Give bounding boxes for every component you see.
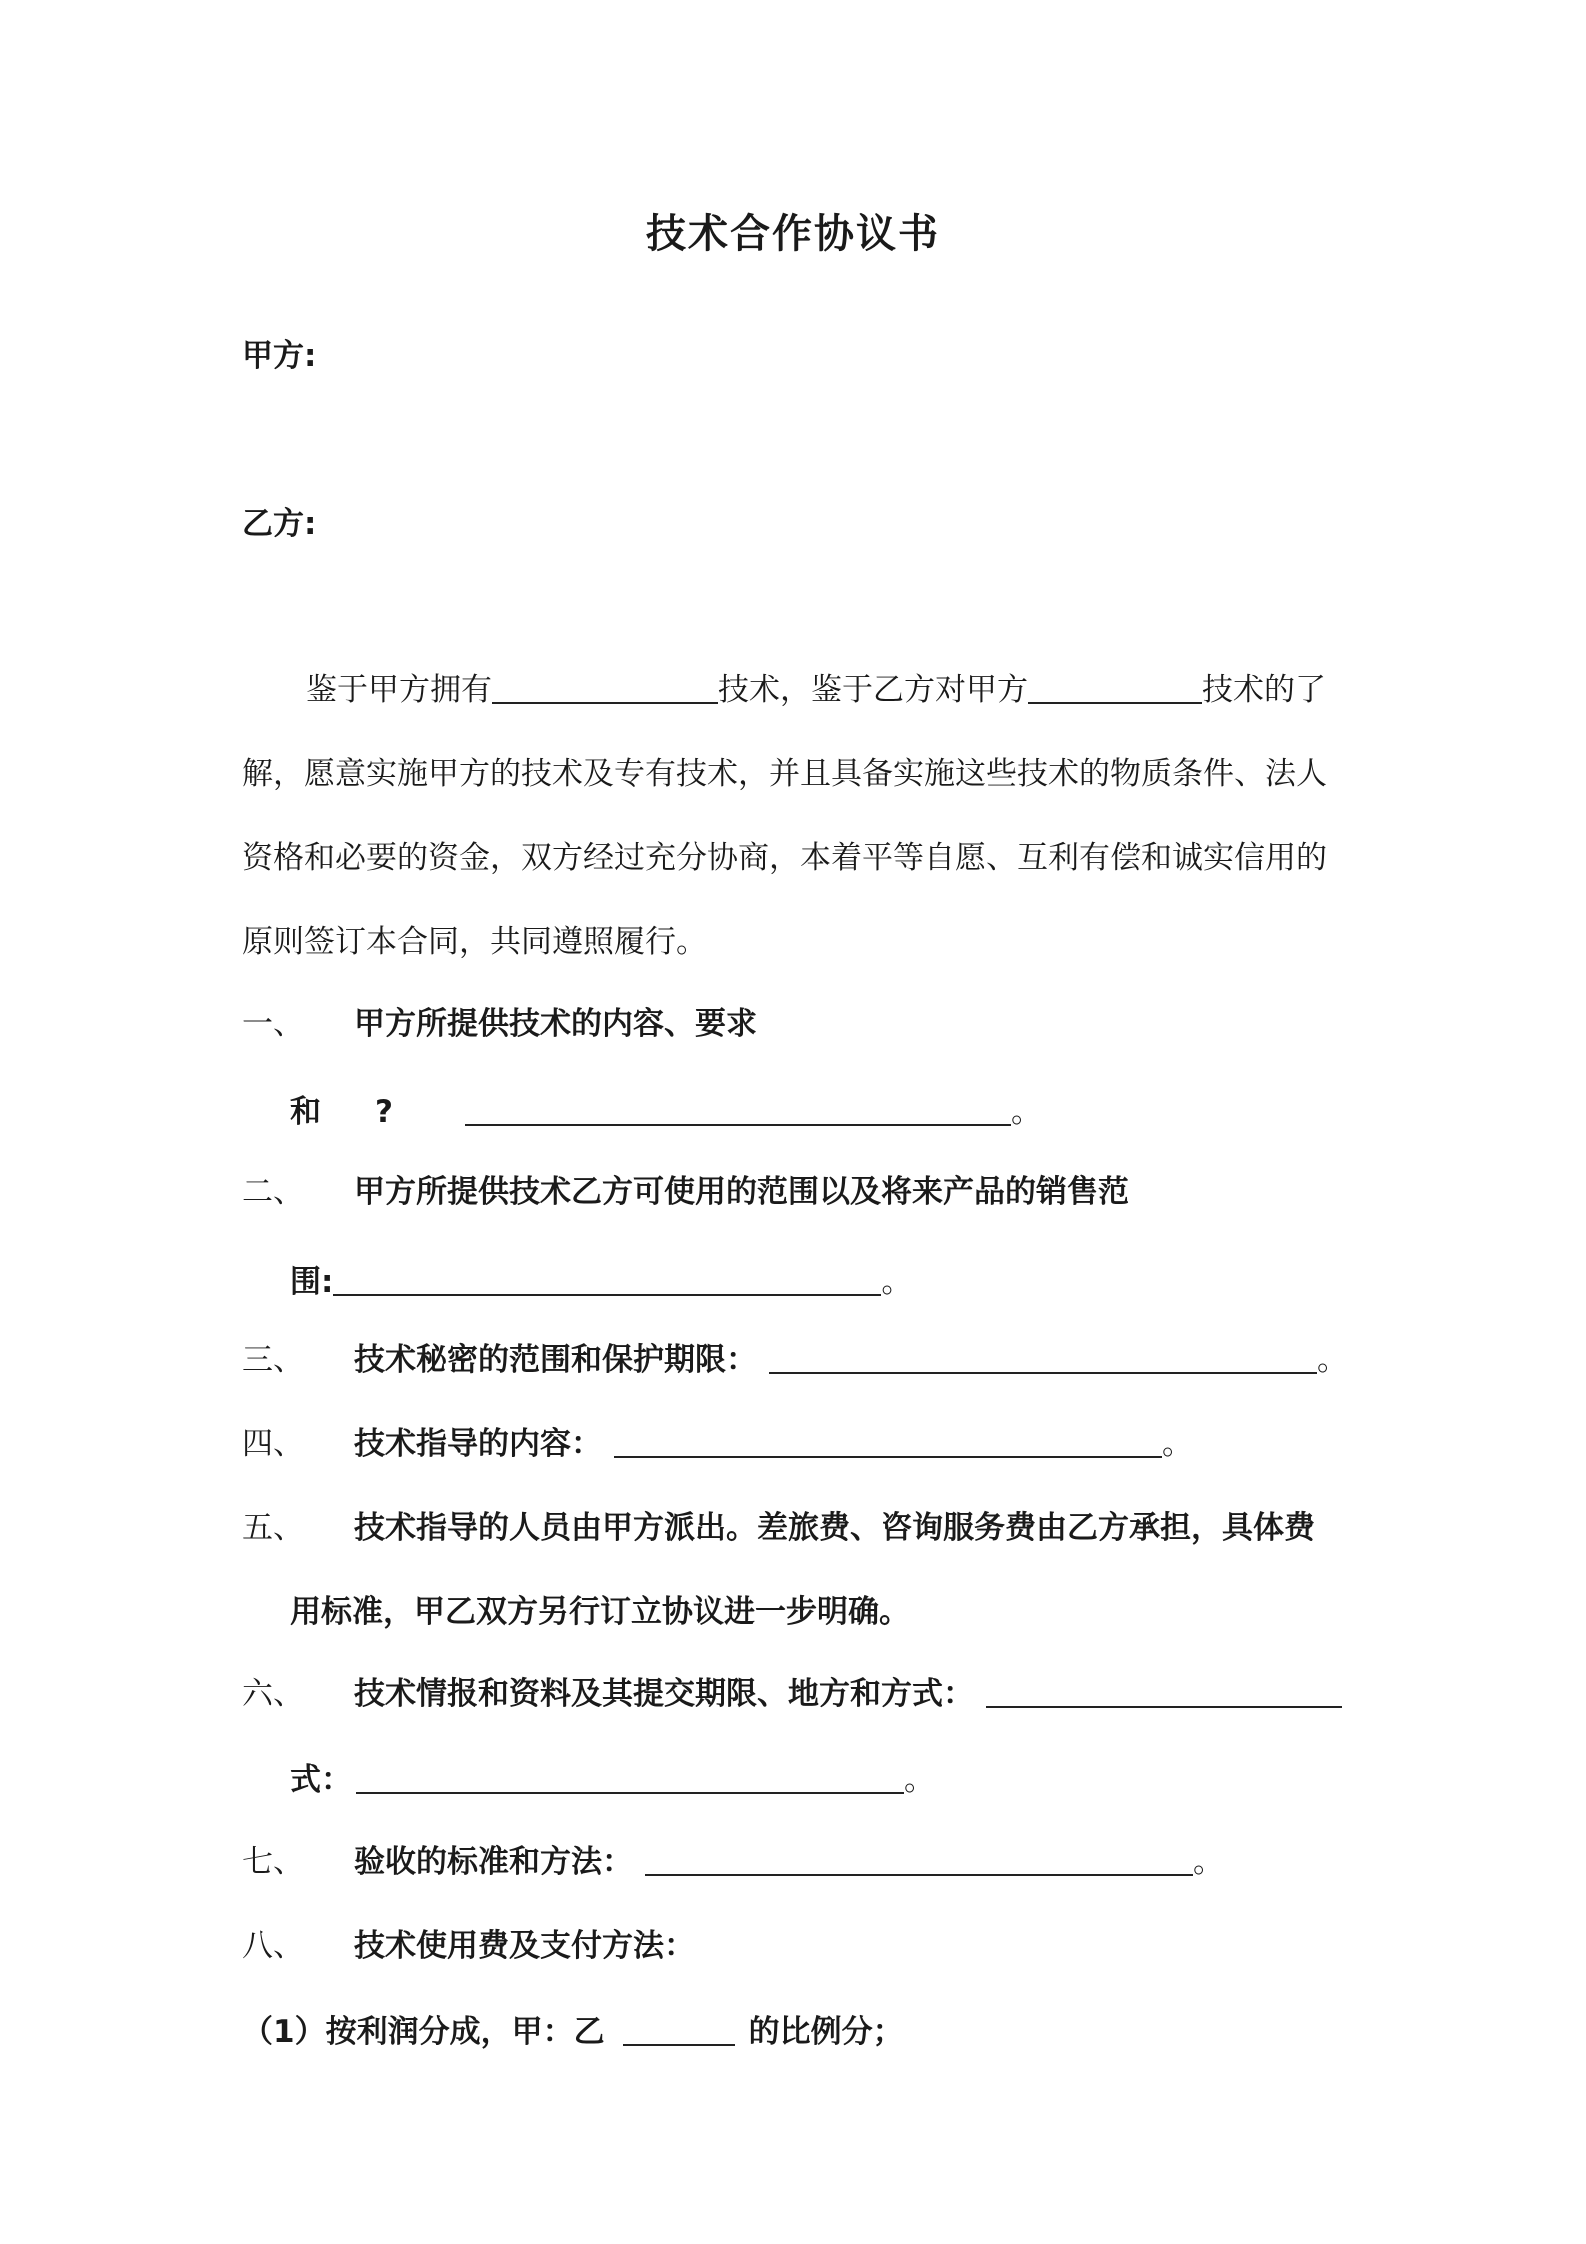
clause-8-sub-1-text-a: （1）按利润分成，甲：乙 bbox=[242, 2014, 605, 2050]
clause-5-text: 技术指导的人员由甲方派出。差旅费、咨询服务费由乙方承担，具体费 bbox=[354, 1510, 1315, 1546]
clause-2-text: 甲方所提供技术乙方可使用的范围以及将来产品的销售范 bbox=[354, 1174, 1129, 1210]
clause-6 bbox=[242, 1674, 1342, 1714]
clause-1-number: 一、 bbox=[242, 1006, 304, 1042]
clause-7-blank[interactable] bbox=[645, 1844, 1193, 1876]
clause-3-blank[interactable] bbox=[769, 1342, 1317, 1374]
clause-3 bbox=[242, 1340, 1348, 1380]
preamble-text-1a: 鉴于甲方拥有 bbox=[306, 672, 492, 708]
clause-2 bbox=[242, 1172, 1129, 1212]
clause-8-text: 技术使用费及支付方法： bbox=[354, 1928, 695, 1964]
clause-7-period: 。 bbox=[1193, 1844, 1224, 1880]
technology-name-blank-1[interactable] bbox=[492, 672, 718, 704]
clause-4-text: 技术指导的内容： bbox=[354, 1426, 602, 1462]
clause-6-blank-2[interactable] bbox=[356, 1762, 904, 1794]
clause-2-blank[interactable] bbox=[333, 1264, 881, 1296]
clause-2-cont-text: 围: bbox=[290, 1264, 334, 1300]
clause-6-period: 。 bbox=[904, 1762, 935, 1798]
clause-2-continuation bbox=[290, 1262, 912, 1302]
clause-6-blank-1[interactable] bbox=[986, 1676, 1342, 1708]
clause-3-number: 三、 bbox=[242, 1342, 304, 1378]
clause-8-sub-1 bbox=[242, 2012, 904, 2052]
clause-7-number: 七、 bbox=[242, 1844, 304, 1880]
clause-5 bbox=[242, 1508, 1315, 1548]
technology-name-blank-2[interactable] bbox=[1028, 672, 1202, 704]
clause-1-continuation bbox=[290, 1092, 1042, 1132]
clause-6-continuation bbox=[290, 1760, 935, 1800]
party-a-label: 甲方: bbox=[242, 338, 317, 374]
document-title: 技术合作协议书 bbox=[646, 211, 940, 257]
preamble-line-2: 解，愿意实施甲方的技术及专有技术，并且具备实施这些技术的物质条件、法人 bbox=[242, 756, 1327, 792]
clause-1-cont-and: 和 bbox=[290, 1094, 321, 1130]
clause-4-number: 四、 bbox=[242, 1426, 304, 1462]
preamble-line-3: 资格和必要的资金，双方经过充分协商，本着平等自愿、互利有偿和诚实信用的 bbox=[242, 840, 1327, 876]
clause-1-cont-question: ? bbox=[375, 1094, 393, 1130]
preamble-text-1c: 技术的了 bbox=[1202, 672, 1326, 708]
clause-4-period: 。 bbox=[1162, 1426, 1193, 1462]
clause-6-text: 技术情报和资料及其提交期限、地方和方式： bbox=[354, 1676, 974, 1712]
clause-5-continuation: 用标准，甲乙双方另行订立协议进一步明确。 bbox=[290, 1594, 910, 1630]
clause-2-number: 二、 bbox=[242, 1174, 304, 1210]
clause-2-period: 。 bbox=[881, 1264, 913, 1300]
clause-4-blank[interactable] bbox=[614, 1426, 1162, 1458]
clause-5-number: 五、 bbox=[242, 1510, 304, 1546]
clause-3-text: 技术秘密的范围和保护期限： bbox=[354, 1342, 757, 1378]
clause-7-text: 验收的标准和方法： bbox=[354, 1844, 633, 1880]
clause-1-text: 甲方所提供技术的内容、要求 bbox=[354, 1006, 757, 1042]
clause-4 bbox=[242, 1424, 1193, 1464]
preamble-text-1b: 技术，鉴于乙方对甲方 bbox=[718, 672, 1028, 708]
clause-6-cont-text: 式： bbox=[290, 1762, 352, 1798]
preamble-line-1 bbox=[306, 670, 1326, 710]
clause-1 bbox=[242, 1004, 757, 1044]
preamble-line-4: 原则签订本合同，共同遵照履行。 bbox=[242, 924, 707, 960]
party-b-label: 乙方: bbox=[242, 506, 317, 542]
profit-ratio-blank[interactable] bbox=[623, 2014, 735, 2046]
clause-1-period: 。 bbox=[1010, 1094, 1042, 1130]
clause-1-blank[interactable] bbox=[465, 1094, 1011, 1126]
clause-8-number: 八、 bbox=[242, 1928, 304, 1964]
clause-3-period: 。 bbox=[1317, 1342, 1348, 1378]
clause-8-sub-1-text-b: 的比例分； bbox=[748, 2014, 904, 2050]
clause-8 bbox=[242, 1926, 695, 1966]
clause-6-number: 六、 bbox=[242, 1676, 304, 1712]
clause-7 bbox=[242, 1842, 1224, 1882]
